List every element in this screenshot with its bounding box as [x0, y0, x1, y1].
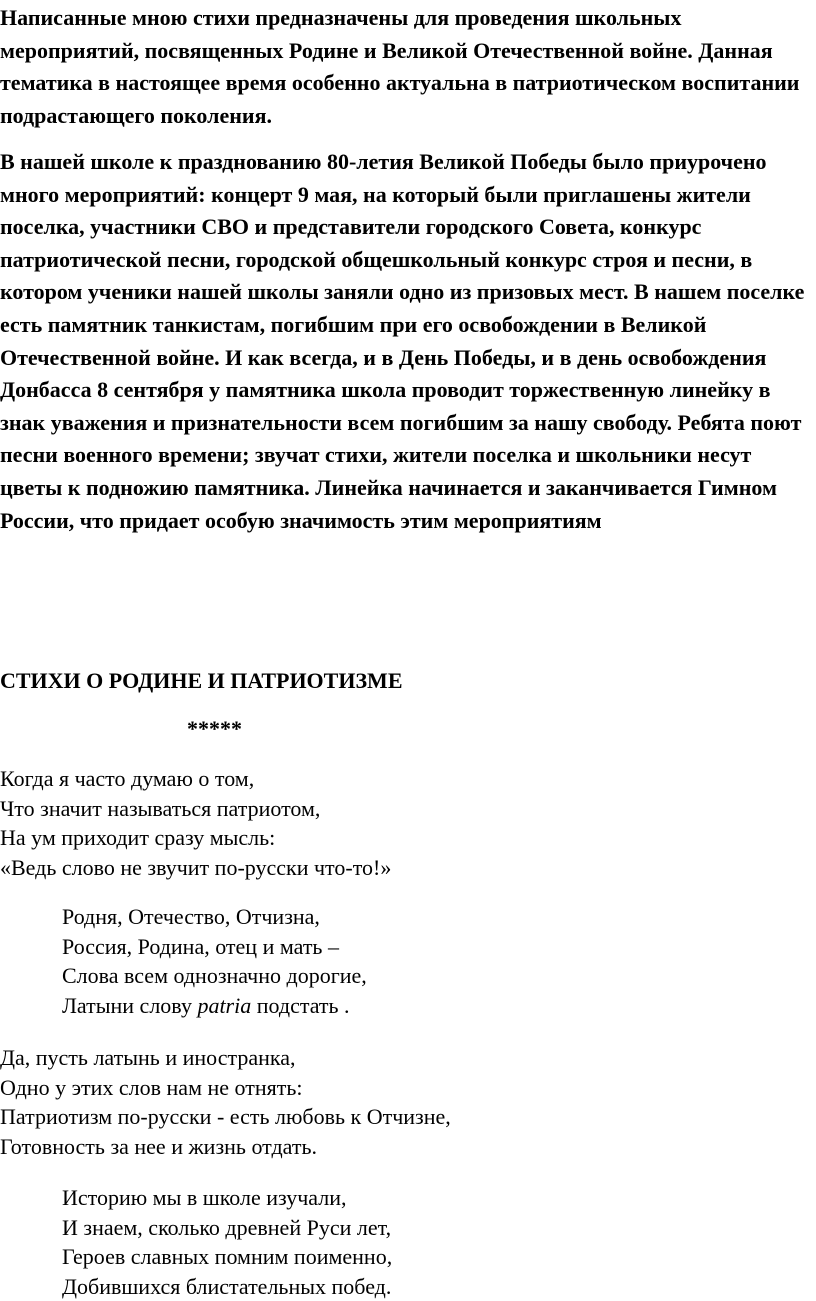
poem-line: Что значит называться патриотом, — [0, 795, 321, 821]
poem-line: Когда я часто думаю о том, — [0, 766, 255, 791]
poem-line-end: подстать . — [251, 992, 350, 1018]
poem-stanza-1 — [0, 764, 391, 882]
latin-word: patria — [197, 992, 252, 1018]
poem-line: Патриотизм по-русски - есть любовь к Отчизне, — [0, 1104, 451, 1129]
intro-paragraph: Написанные мною стихи предназначены для проведения школьных мероприятий, посвященных Родине и Великой Отечественной войне. Данная тематика в настоящее время особенно актуальна в патриотическом воспитании подрастающего поколения. — [0, 5, 800, 128]
poem-line: «Ведь слово не звучит по-русски что-то!» — [0, 854, 392, 880]
poem-line-start: Латыни слову — [62, 992, 198, 1018]
poem-line: Историю мы в школе изучали, — [62, 1185, 347, 1210]
stanza-separator: ***** — [187, 716, 242, 741]
poem-line: Готовность за нее и жизнь отдать. — [0, 1133, 318, 1159]
poem-line: Добившихся блистательных побед. — [62, 1273, 392, 1299]
poem-stanza-4 — [62, 1183, 392, 1301]
poem-line: Родня, Отечество, Отчизна, — [62, 904, 320, 929]
poem-line: Одно у этих слов нам не отнять: — [0, 1074, 303, 1100]
poems-heading: СТИХИ О РОДИНЕ И ПАТРИОТИЗМЕ — [0, 668, 403, 693]
poem-line: И знаем, сколько древней Руси лет, — [62, 1214, 392, 1240]
poem-line: Да, пусть латынь и иностранка, — [0, 1045, 296, 1070]
poem-stanza-3 — [0, 1043, 451, 1161]
poem-line: На ум приходит сразу мысль: — [0, 825, 276, 850]
poem-line: Россия, Родина, отец и мать – — [62, 933, 339, 959]
poem-line: Слова всем однозначно дорогие, — [62, 963, 367, 988]
poem-line: Героев славных помним поименно, — [62, 1244, 393, 1269]
poem-stanza-2 — [62, 902, 367, 1020]
poem-line — [62, 991, 367, 1021]
school-events-paragraph: В нашей школе к празднованию 80-летия Великой Победы было приурочено много мероприятий: концерт 9 мая, на который были приглашены жители поселка, участники СВО и представители городского Совета, конкурс патриотической песни, городской общешкольный конкурс строя и песни, в котором ученики нашей школы заняли одно из призовых мест. В нашем поселке есть памятник танкистам, погибшим при его освобождении в Великой Отечественной войне. И как всегда, и в День Победы, и в день освобождения Донбасса 8 сентября у памятника школа проводит торжественную линейку в знак уважения и признательности всем погибшим за нашу свободу. Ребята поют песни военного времени; звучат стихи, жители поселка и школьники несут цветы к подножию памятника. Линейка начинается и заканчивается Гимном России, что придает особую значимость этим мероприятиям — [0, 149, 805, 533]
